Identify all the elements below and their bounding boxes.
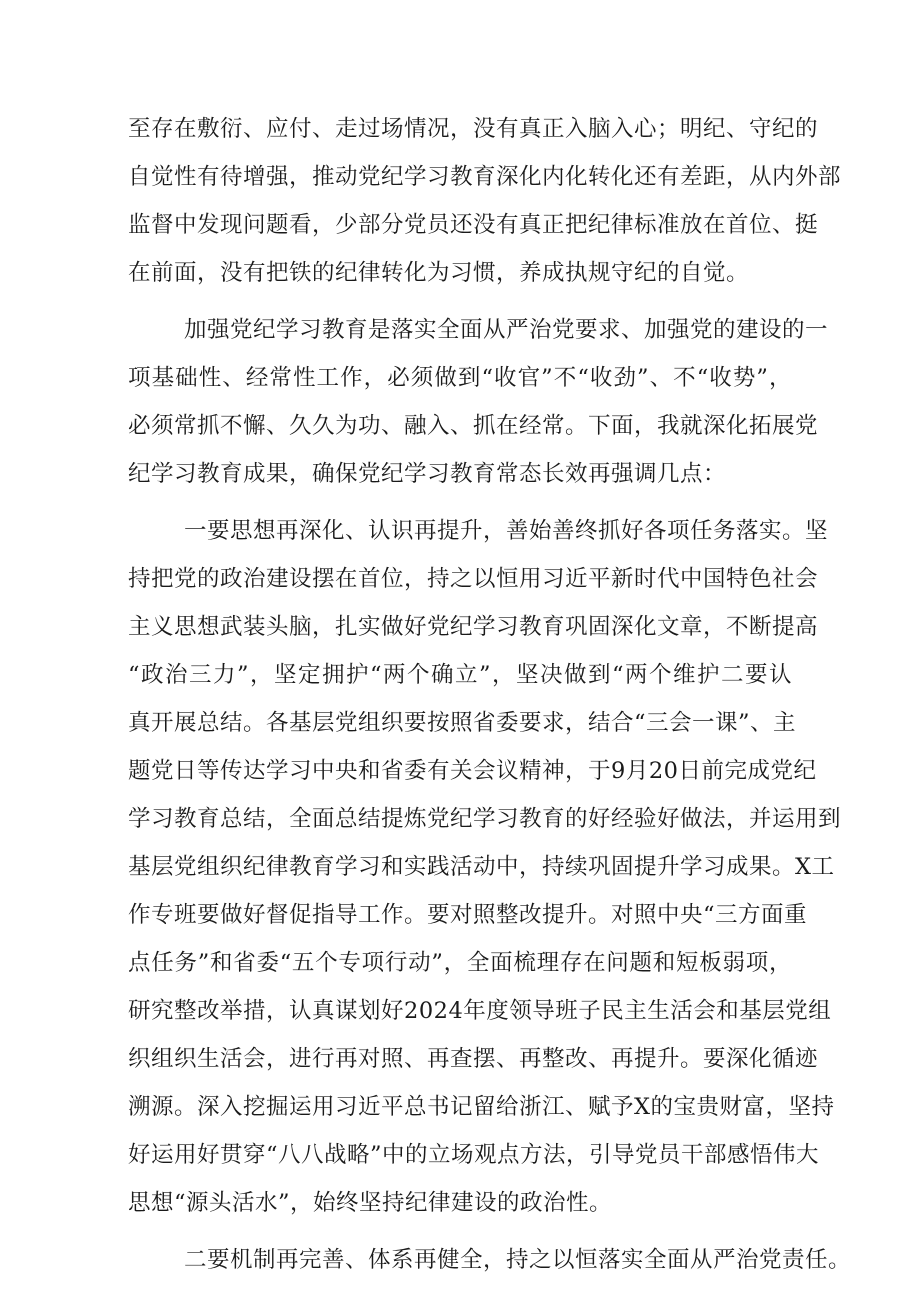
text-line: 点任务”和省委“五个专项行动”，全面梳理存在问题和短板弱项， bbox=[128, 950, 792, 976]
text-line: 必须常抓不懈、久久为功、融入、抓在经常。下面，我就深化拓展党 bbox=[128, 413, 819, 439]
text-line: 在前面，没有把铁的纪律转化为习惯，养成执规守纪的自觉。 bbox=[128, 260, 750, 286]
text-line: 基层党组织纪律教育学习和实践活动中，持续巩固提升学习成果。X工 bbox=[128, 854, 835, 880]
text-line: 项基础性、经常性工作，必须做到“收官”不“收劲”、不“收势”， bbox=[128, 365, 792, 391]
text-line: 研究整改举措，认真谋划好2024年度领导班子民主生活会和基层党组 bbox=[128, 998, 832, 1024]
text-line: 思想“源头活水”，始终坚持纪律建设的政治性。 bbox=[128, 1190, 613, 1216]
text-line: “政治三力”，坚定拥护“两个确立”，坚决做到“两个维护二要认 bbox=[128, 662, 792, 688]
text-line: 自觉性有待增强，推动党纪学习教育深化内化转化还有差距，从内外部 bbox=[128, 164, 842, 190]
text-line: 至存在敷衍、应付、走过场情况，没有真正入脑入心；明纪、守纪的 bbox=[128, 116, 819, 142]
text-line: 二要机制再完善、体系再健全，持之以恒落实全面从严治党责任。 bbox=[184, 1247, 852, 1273]
text-line: 题党日等传达学习中央和省委有关会议精神，于9月20日前完成党纪 bbox=[128, 758, 817, 784]
text-line: 加强党纪学习教育是落实全面从严治党要求、加强党的建设的一 bbox=[184, 317, 829, 343]
text-line: 学习教育总结，全面总结提炼党纪学习教育的好经验好做法，并运用到 bbox=[128, 806, 842, 832]
text-line: 真开展总结。各基层党组织要按照省委要求，结合“三会一课”、主 bbox=[128, 710, 797, 736]
text-line: 主义思想武装头脑，扎实做好党纪学习教育巩固深化文章，不断提高 bbox=[128, 614, 819, 640]
text-line: 监督中发现问题看，少部分党员还没有真正把纪律标准放在首位、挺 bbox=[128, 212, 819, 238]
text-line: 好运用好贯穿“八八战略”中的立场观点方法，引导党员干部感悟伟大 bbox=[128, 1142, 820, 1168]
text-line: 纪学习教育成果，确保党纪学习教育常态长效再强调几点： bbox=[128, 461, 727, 487]
text-line: 溯源。深入挖掘运用习近平总书记留给浙江、赋予X的宝贵财富，坚持 bbox=[128, 1094, 835, 1120]
text-line: 一要思想再深化、认识再提升，善始善终抓好各项任务落实。坚 bbox=[184, 518, 829, 544]
text-line: 作专班要做好督促指导工作。要对照整改提升。对照中央“三方面重 bbox=[128, 902, 808, 928]
text-line: 织组织生活会，进行再对照、再查摆、再整改、再提升。要深化循迹 bbox=[128, 1046, 819, 1072]
text-line: 持把党的政治建设摆在首位，持之以恒用习近平新时代中国特色社会 bbox=[128, 566, 819, 592]
